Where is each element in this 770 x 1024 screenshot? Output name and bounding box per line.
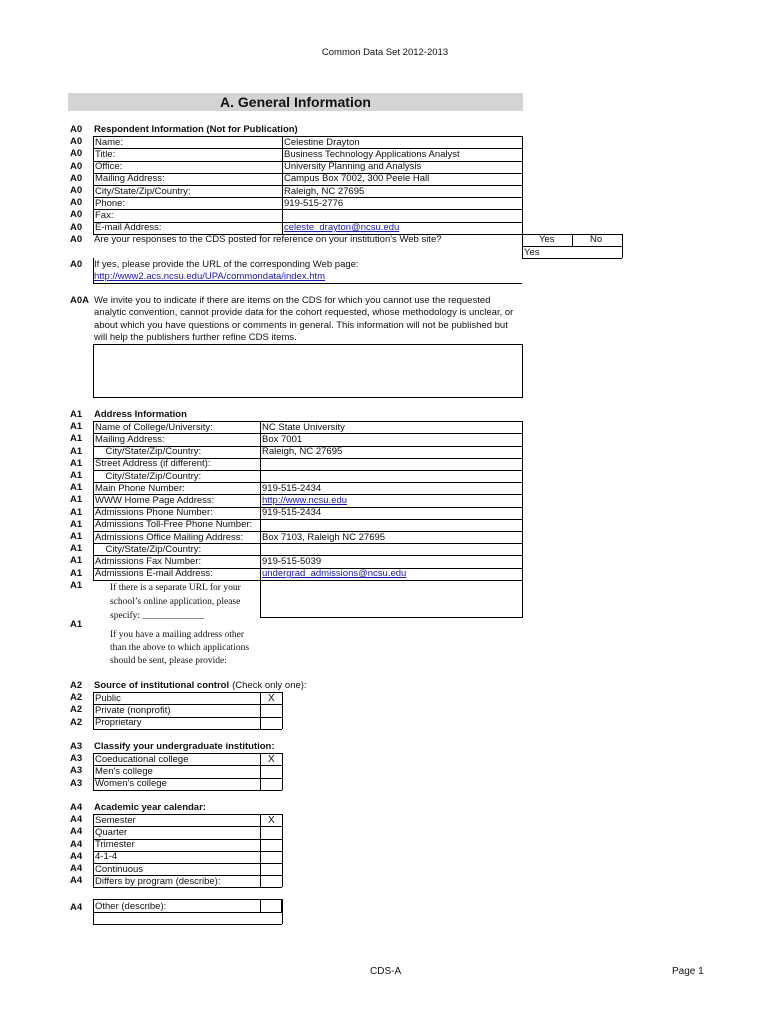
a4-option-label: Semester — [95, 814, 136, 826]
mailing-other-note: should be sent, please provide: — [110, 656, 227, 666]
online-app-url-field[interactable] — [260, 580, 523, 618]
a0-field-label: E-mail Address: — [95, 222, 162, 234]
a1-field-label: City/State/Zip/Country: — [95, 543, 202, 555]
a1-code: A1 — [70, 445, 83, 457]
a1-field-value: Raleigh, NC 27695 — [262, 446, 343, 458]
a1-code: A1 — [70, 494, 83, 506]
yesno-mid — [572, 234, 573, 246]
a0-field-value: Business Technology Applications Analyst — [284, 148, 460, 160]
a1-grid-line — [93, 470, 522, 471]
a2-option-label: Private (nonprofit) — [95, 704, 171, 716]
page-header: Common Data Set 2012-2013 — [321, 47, 449, 58]
a4-option-label: Trimester — [95, 839, 135, 851]
a4-other-left — [93, 899, 94, 924]
a0-field-value: University Planning and Analysis — [284, 161, 422, 173]
a0-code: A0 — [70, 221, 83, 233]
a0-grid-line — [93, 185, 522, 186]
a2-grid-divider — [260, 692, 261, 729]
a0-url-link[interactable]: http://www2.acs.ncsu.edu/UPA/commondata/index.htm — [94, 271, 326, 282]
a4-code: A4 — [70, 850, 83, 862]
yes-column-label: Yes — [539, 234, 555, 246]
a0-url-box-bottom — [93, 283, 522, 284]
a1-grid-right — [522, 421, 523, 580]
a0-code: A0 — [70, 148, 83, 160]
a0-code: A0 — [70, 172, 83, 184]
a4-grid-line — [93, 814, 282, 815]
a0-code: A0 — [70, 124, 83, 135]
a0-grid-line — [93, 161, 522, 162]
a1-grid-line — [93, 458, 522, 459]
a0a-line: will help the publishers further refine CDS items. — [94, 331, 297, 343]
a0-field-label: Mailing Address: — [95, 173, 165, 185]
a2-code: A2 — [70, 692, 83, 704]
a1-link-value[interactable]: http://www.ncsu.edu — [262, 494, 348, 506]
footer-page-number: Page 1 — [672, 966, 704, 977]
yesno-right — [622, 234, 623, 258]
a4-grid-line — [93, 887, 282, 888]
a0-field-label: Title: — [95, 148, 116, 160]
a1-grid-line — [93, 555, 522, 556]
a0a-line: We invite you to indicate if there are items on the CDS for which you cannot use the requested — [94, 295, 491, 306]
a0a-code: A0A — [70, 295, 90, 306]
a2-heading-line — [94, 680, 307, 691]
a3-grid-line — [93, 765, 282, 766]
a4-grid-line — [93, 863, 282, 864]
a1-field-label: Main Phone Number: — [95, 482, 185, 494]
a1-link-value[interactable]: undergrad_admissions@ncsu.edu — [262, 568, 407, 580]
a4-grid-left — [93, 814, 94, 887]
a1-grid-line — [93, 568, 522, 569]
a4-code: A4 — [70, 826, 83, 838]
a4-code: A4 — [70, 802, 83, 813]
yesno-line — [522, 258, 622, 259]
a0-email-link[interactable]: celeste_drayton@ncsu.edu — [284, 222, 400, 234]
a4-heading-line — [94, 802, 206, 813]
a4-grid-divider — [260, 814, 261, 887]
a3-heading-line — [94, 741, 275, 752]
a1-code: A1 — [70, 482, 83, 494]
a1-field-label: WWW Home Page Address: — [95, 494, 215, 506]
a0a-line: analytic convention, cannot provide data for the cohort requested, whose methodology is unclear, or — [94, 307, 514, 319]
a1-grid-line — [93, 494, 522, 495]
a0-code: A0 — [70, 185, 83, 196]
a1-code: A1 — [70, 409, 83, 420]
a1-field-value: 919-515-5039 — [262, 555, 322, 567]
a4-grid-line — [93, 875, 282, 876]
a1-code: A1 — [70, 470, 83, 481]
a3-option-label: Coeducational college — [95, 753, 189, 765]
a3-code: A3 — [70, 777, 83, 789]
a0-code: A0 — [70, 197, 83, 209]
a3-grid-line — [93, 753, 282, 754]
a0a-instructions — [94, 295, 522, 344]
a1-code: A1 — [70, 543, 83, 555]
a2-heading: Source of institutional control — [94, 680, 230, 691]
a1-grid-line — [93, 482, 522, 483]
online-app-note: specify: _____________ — [110, 610, 205, 621]
a0-grid-line — [93, 197, 522, 198]
a1-grid-left — [93, 421, 94, 580]
a1-grid-line — [93, 421, 522, 422]
footer-section-label: CDS-A — [370, 966, 402, 977]
a1-field-value: Box 7001 — [262, 433, 303, 445]
a1-code: A1 — [70, 421, 83, 433]
a1-field-value: 919-515-2434 — [262, 507, 322, 519]
mailing-other-note: than the above to which applications — [110, 643, 250, 653]
a4-other-right — [282, 899, 283, 924]
a3-code: A3 — [70, 765, 83, 777]
a3-grid-right — [282, 753, 283, 790]
a4-code: A4 — [70, 814, 83, 826]
a1-field-label: Name of College/University: — [95, 421, 213, 433]
a2-grid-line — [93, 704, 282, 705]
a3-option-label: Men's college — [95, 765, 153, 777]
a1-code: A1 — [70, 580, 83, 592]
a1-code: A1 — [70, 433, 83, 445]
a0-url-prompt: If yes, please provide the URL of the corresponding Web page: — [94, 259, 359, 270]
a0-code: A0 — [70, 233, 83, 245]
a0-code: A0 — [70, 160, 83, 172]
a2-code: A2 — [70, 704, 83, 716]
a4-option-label: Quarter — [95, 826, 128, 838]
a3-grid-left — [93, 753, 94, 790]
a1-field-label: Admissions Toll-Free Phone Number: — [95, 519, 253, 531]
a2-heading-note: (Check only one): — [232, 680, 307, 691]
a2-option-checkbox[interactable]: X — [268, 692, 275, 704]
online-app-note: If there is a separate URL for your — [110, 582, 241, 593]
no-column-label: No — [590, 234, 603, 246]
a4-other-label: Other (describe): — [95, 901, 167, 912]
a1-heading: Address Information — [94, 409, 187, 420]
online-app-note: school’s online application, please — [110, 596, 241, 607]
a0-field-label: Name: — [95, 136, 123, 148]
a0a-comments-box[interactable] — [93, 344, 523, 398]
a1-field-label: City/State/Zip/Country: — [95, 446, 202, 458]
a1-field-label: Admissions E-mail Address: — [95, 568, 213, 580]
a4-other-checkbox[interactable] — [260, 899, 282, 913]
a1-grid-line — [93, 519, 522, 520]
a1-grid-divider — [260, 421, 261, 580]
a3-option-label: Women's college — [95, 778, 167, 790]
a3-code: A3 — [70, 741, 83, 752]
a0-field-value: Campus Box 7002, 300 Peele Hall — [284, 173, 430, 185]
a4-grid-right — [282, 814, 283, 887]
a0-grid-line — [93, 173, 522, 174]
a2-option-label: Public — [95, 692, 121, 704]
a1-field-label: City/State/Zip/Country: — [95, 470, 202, 482]
a0-grid-line — [93, 222, 522, 223]
a2-grid-right — [282, 692, 283, 729]
a4-option-checkbox[interactable]: X — [268, 814, 275, 826]
a1-code: A1 — [70, 531, 83, 542]
a1-grid-line — [93, 543, 522, 544]
a4-code: A4 — [70, 863, 83, 874]
a3-code: A3 — [70, 753, 83, 765]
a4-other-line — [93, 899, 282, 900]
a2-option-label: Proprietary — [95, 717, 142, 729]
a4-grid-line — [93, 851, 282, 852]
a1-field-label: Street Address (if different): — [95, 458, 211, 470]
a0-code: A0 — [70, 259, 83, 270]
a0-grid-line — [93, 148, 522, 149]
a1-code: A1 — [70, 619, 83, 630]
a0-field-label: Phone: — [95, 197, 126, 209]
a0-grid-line — [93, 136, 522, 137]
a2-code: A2 — [70, 680, 83, 691]
section-title: A. General Information — [68, 93, 523, 111]
a3-heading: Classify your undergraduate institution: — [94, 741, 275, 752]
a3-option-checkbox[interactable]: X — [268, 753, 275, 765]
a1-field-label: Mailing Address: — [95, 433, 165, 445]
a4-other-line — [93, 912, 282, 913]
a0-field-value: Celestine Drayton — [284, 136, 360, 148]
a1-field-value: 919-515-2434 — [262, 482, 322, 494]
a2-grid-line — [93, 717, 282, 718]
a1-grid-line — [93, 531, 522, 532]
a1-field-label: Admissions Office Mailing Address: — [95, 531, 244, 543]
web-answer-select[interactable]: Yes — [524, 246, 540, 258]
a2-grid-line — [93, 692, 282, 693]
a4-grid-line — [93, 826, 282, 827]
a2-grid-left — [93, 692, 94, 729]
a1-field-value: NC State University — [262, 421, 345, 433]
a0-url-box-left — [93, 258, 94, 283]
a0-field-label: City/State/Zip/Country: — [95, 185, 191, 197]
a0-code: A0 — [70, 136, 83, 148]
a0-heading: Respondent Information (Not for Publication) — [94, 124, 298, 135]
a4-option-label: Differs by program (describe): — [95, 875, 221, 887]
a2-grid-line — [93, 729, 282, 730]
a0a-line: about which you have questions or comments in general. This information will not be published but — [94, 319, 508, 331]
a1-code: A1 — [70, 506, 83, 518]
a0-field-value: 919-515-2776 — [284, 197, 344, 209]
a3-grid-line — [93, 778, 282, 779]
a3-grid-line — [93, 790, 282, 791]
a1-grid-line — [93, 507, 522, 508]
a1-grid-line — [93, 446, 522, 447]
a1-field-label: Admissions Phone Number: — [95, 507, 213, 519]
a1-code: A1 — [70, 555, 83, 567]
a4-option-label: 4-1-4 — [95, 851, 118, 863]
a0-field-label: Office: — [95, 161, 123, 173]
a1-code: A1 — [70, 518, 83, 530]
a2-code: A2 — [70, 716, 83, 728]
mailing-other-note: If you have a mailing address other — [110, 630, 245, 640]
a4-option-label: Continuous — [95, 863, 144, 875]
a4-other-line — [93, 924, 282, 925]
a1-field-value: Box 7103, Raleigh NC 27695 — [262, 531, 386, 543]
a4-grid-line — [93, 839, 282, 840]
a0-grid-right — [522, 136, 523, 234]
a1-code: A1 — [70, 457, 83, 469]
a1-code: A1 — [70, 567, 83, 579]
a3-grid-divider — [260, 753, 261, 790]
a4-heading: Academic year calendar: — [94, 802, 206, 813]
a1-grid-line — [93, 433, 522, 434]
a4-code: A4 — [70, 902, 83, 913]
a0-code: A0 — [70, 209, 83, 221]
a4-code: A4 — [70, 838, 83, 850]
a0-field-value: Raleigh, NC 27695 — [284, 185, 365, 197]
a0-field-label: Fax: — [95, 209, 114, 221]
a4-code: A4 — [70, 875, 83, 887]
a0-web-question: Are your responses to the CDS posted for reference on your institution's Web site? — [94, 234, 442, 246]
a0-grid-line — [93, 209, 522, 210]
a1-field-label: Admissions Fax Number: — [95, 555, 202, 567]
